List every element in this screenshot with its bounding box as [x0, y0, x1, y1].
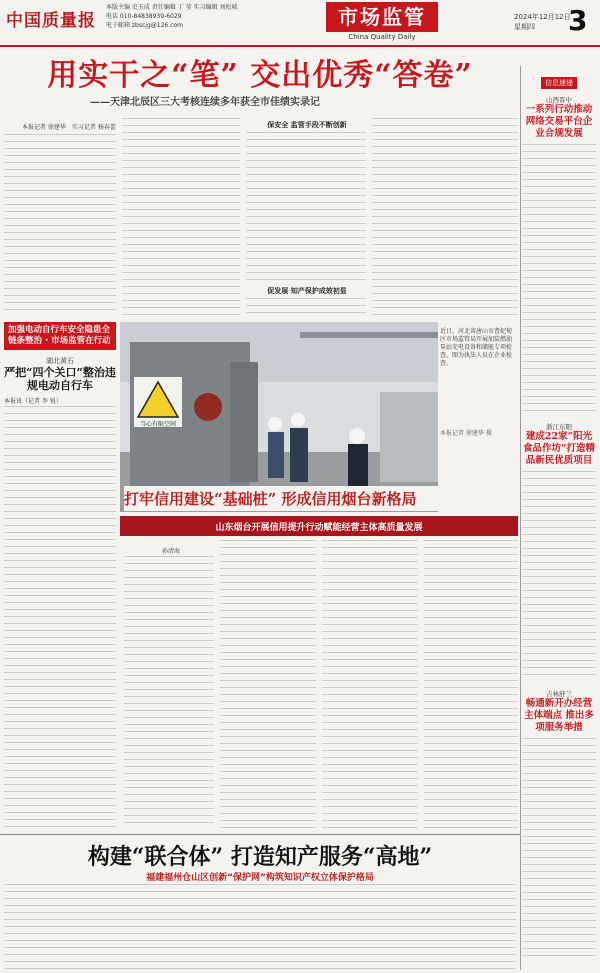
photo-caption: 近日，河北省唐山市曹妃甸区市场监管局开展加装燃油泵站充电设备和储能专项检查。图为执法人员在企业检查。 [440, 328, 513, 367]
lead-section-head-1: 保安全 监管手段不断创新 [267, 121, 347, 129]
news-brief-sidebar [522, 70, 596, 962]
lead-text-col2 [122, 118, 240, 318]
bottom-text [4, 884, 516, 970]
bottom-subhead: 福建福州仓山区创新“保护网”构筑知识产权立体保护格局 [146, 873, 374, 883]
feature-text-col1 [124, 556, 214, 828]
lead-subhead: ——天津北辰区三大考核连续多年获全市佳绩实录记 [90, 97, 320, 108]
lead-byline: 本报记者 徐建华 实习记者 杨春蕾 [22, 124, 116, 131]
lead-headline: 用实干之“笔” 交出优秀“答卷” [47, 58, 473, 93]
story2-headline: 严把“四个关口”整治违规电动自行车 [4, 366, 116, 392]
date-text: 2024年12月12日 [514, 13, 571, 21]
lead-text-col4 [372, 118, 518, 318]
weekday-text: 星期四 [514, 23, 535, 31]
campaign-banner: 加强电动自行车安全隐患全链条整治 · 市场监管在行动 [4, 322, 116, 350]
brief1-text [522, 144, 596, 412]
story2-byline: 本报讯（记者 李 锐） [4, 398, 62, 405]
email-line: 电子邮箱 zbscjg@126.com [106, 22, 183, 29]
lead-text-col3b [246, 298, 366, 318]
brief2-text [522, 471, 596, 679]
newspaper-logo: 中国质量报 [6, 11, 96, 31]
brief2-title: 建成22家“阳光食品作坊”打造精品新民优质项目 [523, 431, 595, 466]
bottom-headline: 构建“联合体” 打造知产服务“高地” [87, 844, 433, 870]
page-number: 3 [568, 4, 588, 37]
story2-kicker: 湖北黄石 [46, 357, 74, 365]
sidebar-divider [520, 66, 521, 970]
feature-text-col2 [220, 540, 316, 828]
masthead [0, 0, 600, 44]
brief2-region: 浙江东阳 [546, 423, 572, 431]
feature-text-col3 [322, 540, 418, 828]
editor-line: 本版主编 史玉成 责任编辑 丁 莹 实习编辑 刘松城 [106, 4, 238, 11]
masthead-rule [0, 45, 600, 47]
lead-text-col3 [246, 132, 366, 282]
feature-subhead: 山东烟台开展信用提升行动赋能经营主体高质量发展 [215, 523, 423, 533]
lead-section-head-2: 促发展 知产保护成效初显 [267, 287, 347, 295]
feature-byline: 孙清海 [162, 548, 181, 555]
photo-credit: 本报记者 徐建华 摄 [440, 430, 492, 437]
brief3-title: 畅通新开办经营主体端点 推出多项服务举措 [524, 698, 594, 733]
warning-sign-text: 当心有限空间 [139, 421, 177, 428]
feature-headline: 打牢信用建设“基础桩” 形成信用烟台新格局 [124, 486, 514, 511]
brief1-title: 一系列行动推动网络交易平台企业合规发展 [525, 104, 593, 139]
story2-text [4, 406, 116, 830]
section-title: 市场监管 [326, 2, 438, 32]
phone-line: 电话 010-84838939-6029 [106, 13, 182, 20]
feature-text-col4 [424, 540, 518, 828]
sidebar-label: 信息速递 [541, 77, 577, 89]
brief3-region: 吉林舒兰 [546, 690, 572, 698]
masthead-info [106, 3, 306, 30]
brief1-region: 山西晋中 [546, 96, 572, 104]
bottom-divider [0, 834, 520, 835]
section-english: China Quality Daily [348, 33, 416, 41]
brief3-text [522, 738, 596, 962]
lead-text-col1 [4, 134, 116, 316]
issue-date [514, 12, 571, 32]
